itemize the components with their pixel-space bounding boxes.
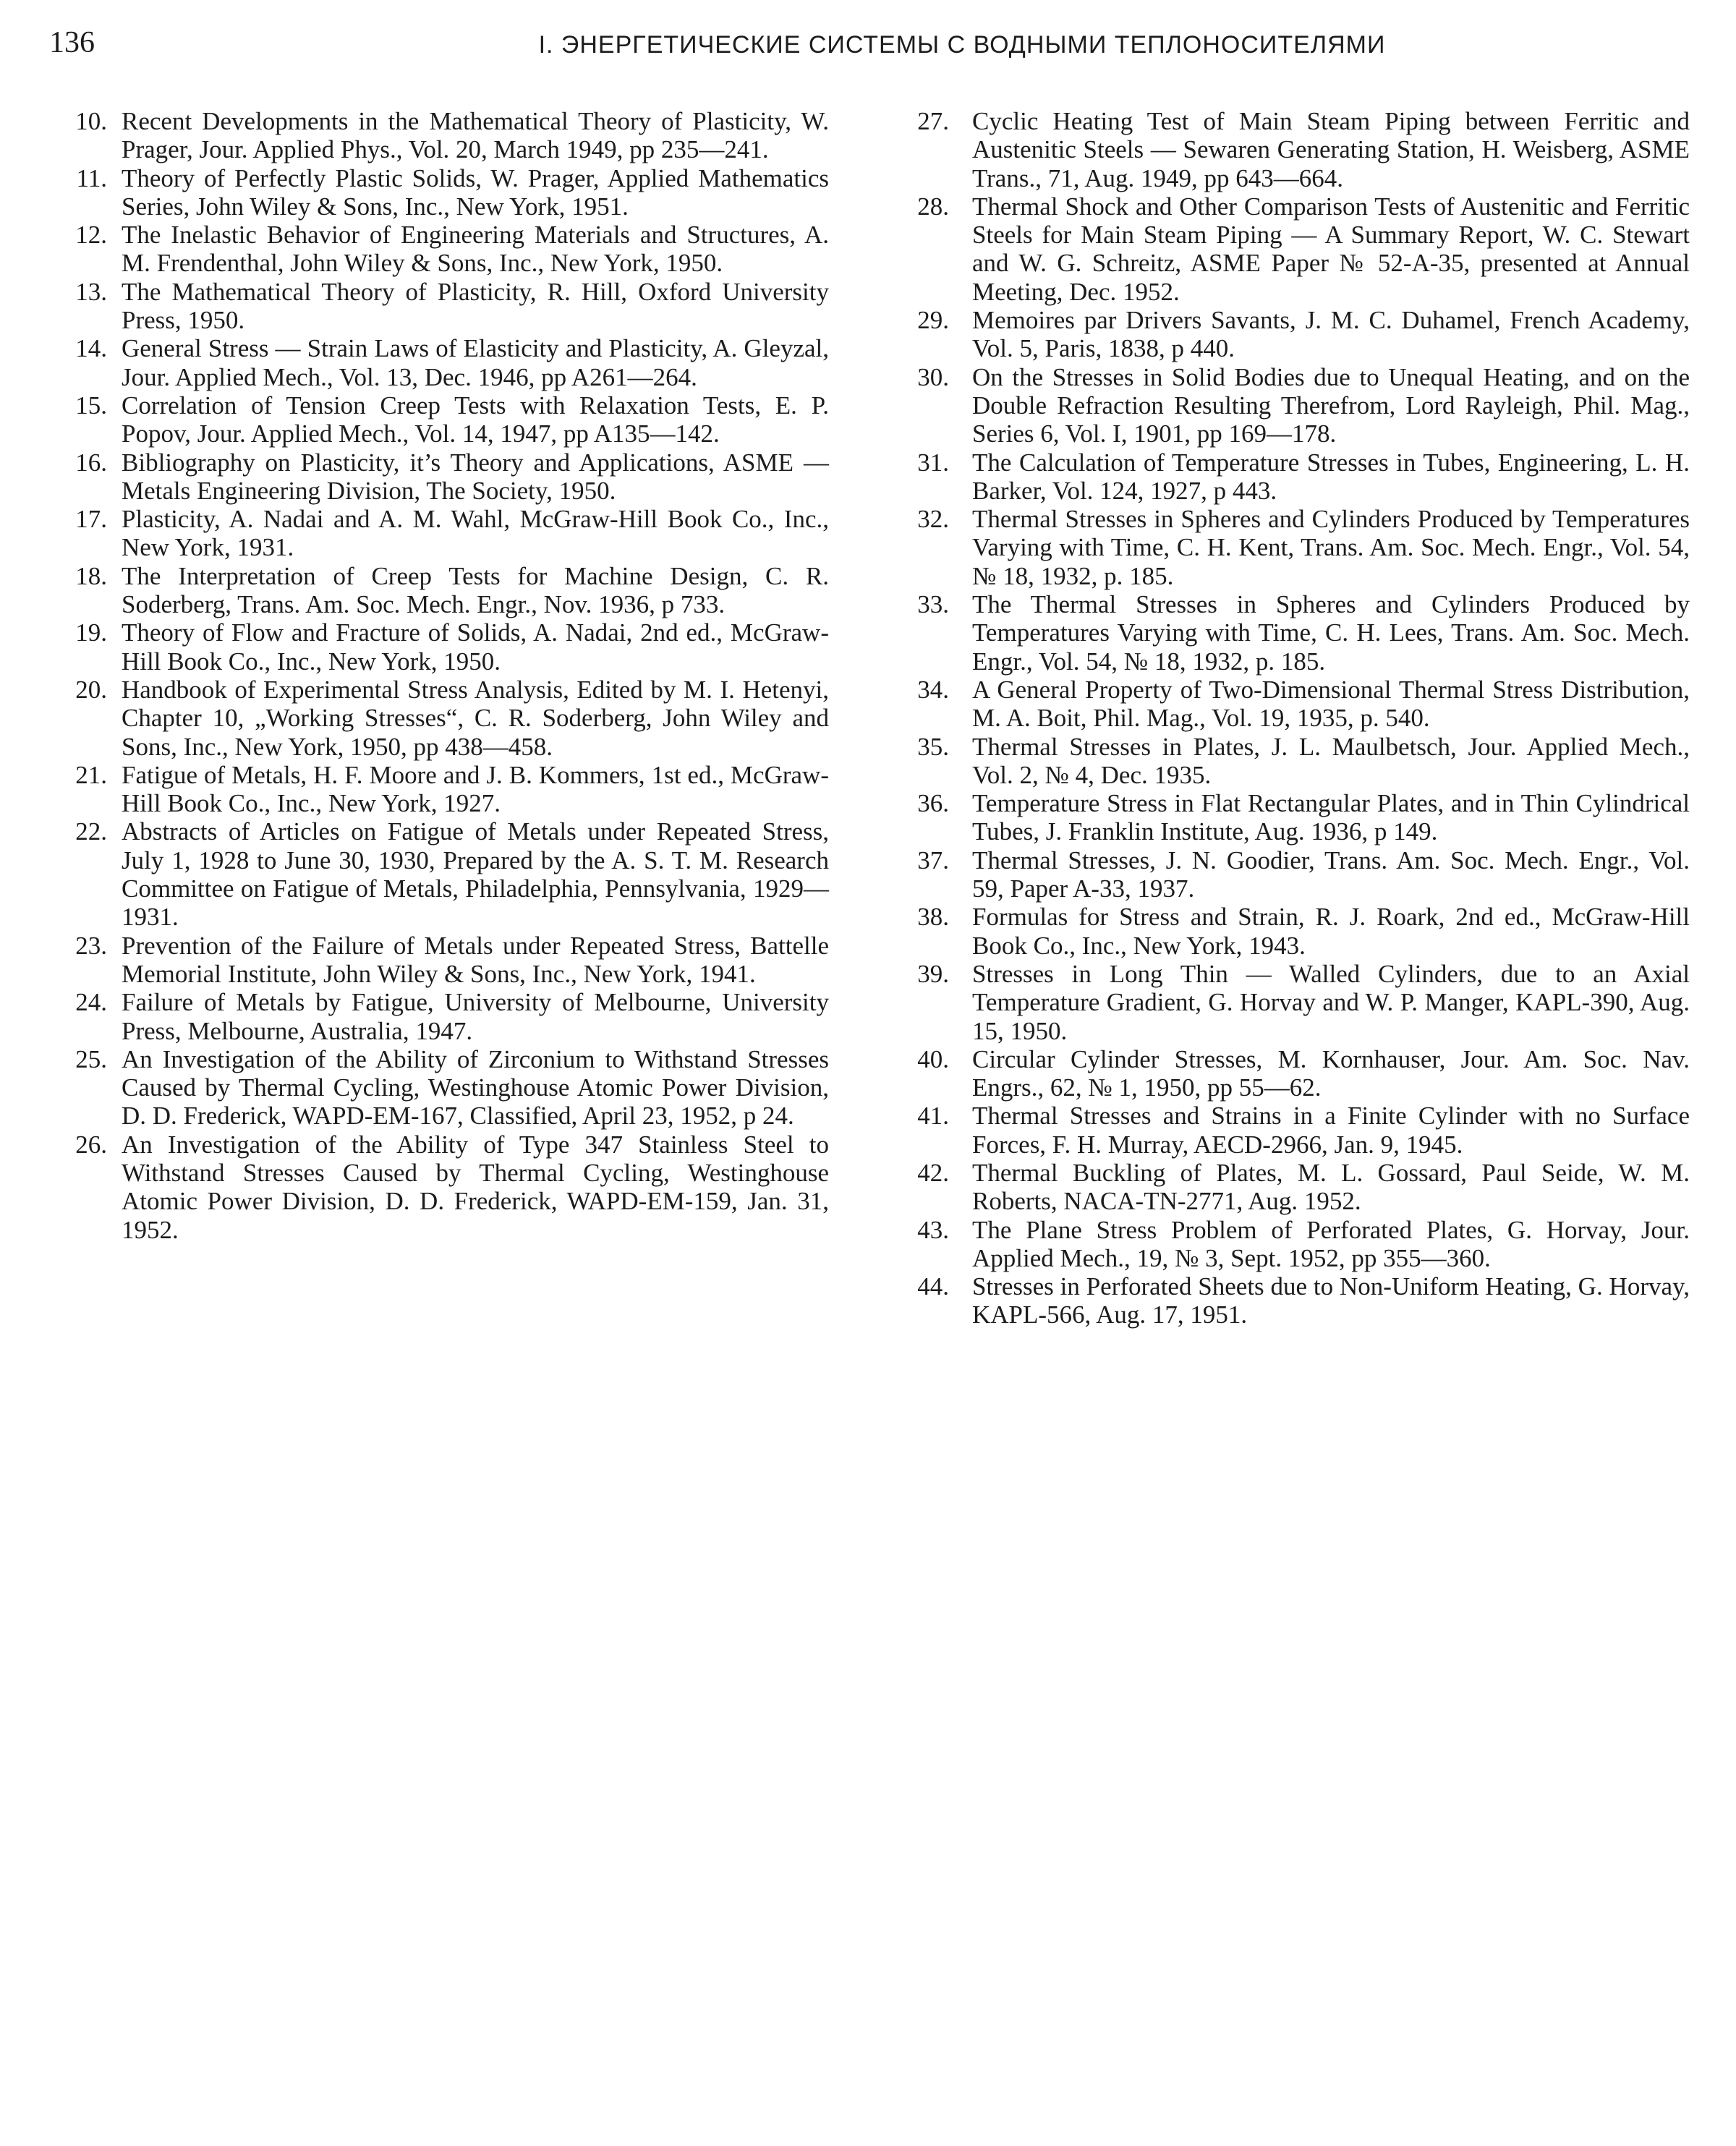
reference-item bbox=[43, 1045, 829, 1131]
reference-text: The Interpretation of Creep Tests for Machine Design, C. R. Soderberg, Trans. Am. Soc. Mech. Engr., Nov. 1936, p 733. bbox=[122, 561, 829, 619]
reference-text: Stresses in Long Thin — Walled Cylinders, due to an Axial Temperature Gradient, G. Horvay and W. P. Manger, KAPL-390, Aug. 15, 1950. bbox=[972, 959, 1690, 1045]
reference-item bbox=[913, 733, 1690, 790]
reference-item bbox=[913, 903, 1690, 960]
reference-item bbox=[913, 1159, 1690, 1216]
reference-text: Bibliography on Plasticity, it’s Theory and Applications, ASME — Metals Engineering Division, The Society, 1950. bbox=[122, 448, 829, 505]
reference-number: 26. bbox=[75, 1130, 107, 1159]
reference-text: Formulas for Stress and Strain, R. J. Roark, 2nd ed., McGraw-Hill Book Co., Inc., New York, 1943. bbox=[972, 903, 1690, 960]
reference-item bbox=[43, 562, 829, 619]
reference-item bbox=[43, 278, 829, 335]
reference-number: 31. bbox=[917, 448, 949, 477]
reference-number: 43. bbox=[917, 1215, 949, 1244]
reference-text: Thermal Shock and Other Comparison Tests of Austenitic and Ferritic Steels for Main Steam Piping — A Summary Report, W. C. Stewart and W. G. Schreitz, ASME Paper № 52-A-35, presented at Annual Meeting, Dec. 1952. bbox=[972, 192, 1690, 306]
reference-number: 32. bbox=[917, 505, 949, 534]
reference-text: Fatigue of Metals, H. F. Moore and J. B. Kommers, 1st ed., McGraw-Hill Book Co., Inc., New York, 1927. bbox=[122, 760, 829, 818]
reference-number: 25. bbox=[75, 1044, 107, 1073]
reference-item bbox=[43, 932, 829, 989]
reference-item bbox=[913, 1216, 1690, 1273]
reference-number: 34. bbox=[917, 675, 949, 704]
reference-number: 18. bbox=[75, 561, 107, 590]
reference-number: 19. bbox=[75, 618, 107, 647]
reference-text: Thermal Buckling of Plates, M. L. Gossard, Paul Seide, W. M. Roberts, NACA-TN-2771, Aug. 1952. bbox=[972, 1158, 1690, 1216]
reference-item bbox=[43, 1131, 829, 1244]
reference-text: Cyclic Heating Test of Main Steam Piping between Ferritic and Austenitic Steels — Sewaren Generating Station, H. Weisberg, ASME Trans., 71, Aug. 1949, pp 643—664. bbox=[972, 107, 1690, 192]
reference-item bbox=[913, 1045, 1690, 1102]
reference-number: 37. bbox=[917, 846, 949, 874]
reference-number: 14. bbox=[75, 334, 107, 363]
reference-number: 12. bbox=[75, 221, 107, 250]
reference-text: Stresses in Perforated Sheets due to Non-Uniform Heating, G. Horvay, KAPL-566, Aug. 17, 1951. bbox=[972, 1272, 1690, 1329]
reference-item bbox=[913, 448, 1690, 506]
reference-number: 27. bbox=[917, 107, 949, 135]
reference-item bbox=[913, 960, 1690, 1045]
reference-number: 35. bbox=[917, 732, 949, 761]
reference-item bbox=[913, 846, 1690, 903]
reference-text: Theory of Perfectly Plastic Solids, W. Prager, Applied Mathematics Series, John Wiley & Sons, Inc., New York, 1951. bbox=[122, 163, 829, 221]
reference-text: Thermal Stresses in Plates, J. L. Maulbetsch, Jour. Applied Mech., Vol. 2, № 4, Dec. 1935. bbox=[972, 732, 1690, 789]
reference-number: 15. bbox=[75, 391, 107, 420]
reference-item bbox=[913, 107, 1690, 192]
reference-text: Correlation of Tension Creep Tests with Relaxation Tests, E. P. Popov, Jour. Applied Mech., Vol. 14, 1947, pp A135—142. bbox=[122, 391, 829, 448]
reference-number: 29. bbox=[917, 306, 949, 335]
reference-item bbox=[43, 164, 829, 221]
reference-number: 30. bbox=[917, 362, 949, 391]
reference-text: On the Stresses in Solid Bodies due to Unequal Heating, and on the Double Refraction Resulting Therefrom, Lord Rayleigh, Phil. Mag., Series 6, Vol. I, 1901, pp 169—178. bbox=[972, 362, 1690, 448]
reference-item bbox=[43, 107, 829, 164]
reference-text: The Inelastic Behavior of Engineering Materials and Structures, A. M. Frendenthal, John Wiley & Sons, Inc., New York, 1950. bbox=[122, 221, 829, 278]
reference-text: A General Property of Two-Dimensional Thermal Stress Distribution, M. A. Boit, Phil. Mag., Vol. 19, 1935, p. 540. bbox=[972, 675, 1690, 733]
reference-text: Thermal Stresses, J. N. Goodier, Trans. Am. Soc. Mech. Engr., Vol. 59, Paper A-33, 1937. bbox=[972, 846, 1690, 903]
reference-text: Prevention of the Failure of Metals under Repeated Stress, Battelle Memorial Institute, John Wiley & Sons, Inc., New York, 1941. bbox=[122, 931, 829, 988]
reference-text: Failure of Metals by Fatigue, University of Melbourne, University Press, Melbourne, Australia, 1947. bbox=[122, 988, 829, 1045]
reference-number: 33. bbox=[917, 590, 949, 619]
reference-number: 21. bbox=[75, 760, 107, 789]
reference-number: 23. bbox=[75, 931, 107, 960]
references-column-right bbox=[913, 107, 1690, 1329]
reference-item bbox=[913, 1272, 1690, 1329]
reference-text: Thermal Stresses in Spheres and Cylinders Produced by Temperatures Varying with Time, C. H. Kent, Trans. Am. Soc. Mech. Engr., Vol. 54, № 18, 1932, p. 185. bbox=[972, 505, 1690, 590]
reference-number: 28. bbox=[917, 192, 949, 221]
running-title: I. ЭНЕРГЕТИЧЕСКИЕ СИСТЕМЫ С ВОДНЫМИ ТЕПЛОНОСИТЕЛЯМИ bbox=[538, 31, 1386, 59]
reference-item bbox=[43, 761, 829, 818]
reference-number: 41. bbox=[917, 1102, 949, 1131]
reference-number: 24. bbox=[75, 988, 107, 1017]
reference-item bbox=[913, 192, 1690, 306]
reference-item bbox=[43, 448, 829, 506]
reference-text: Memoires par Drivers Savants, J. M. C. Duhamel, French Academy, Vol. 5, Paris, 1838, p 440. bbox=[972, 306, 1690, 363]
reference-item bbox=[913, 1102, 1690, 1159]
reference-item bbox=[913, 590, 1690, 676]
reference-number: 17. bbox=[75, 505, 107, 534]
reference-number: 20. bbox=[75, 675, 107, 704]
reference-text: The Mathematical Theory of Plasticity, R. Hill, Oxford University Press, 1950. bbox=[122, 277, 829, 335]
reference-text: Thermal Stresses and Strains in a Finite Cylinder with no Surface Forces, F. H. Murray, AECD-2966, Jan. 9, 1945. bbox=[972, 1102, 1690, 1159]
reference-text: Circular Cylinder Stresses, M. Kornhauser, Jour. Am. Soc. Nav. Engrs., 62, № 1, 1950, pp 55—62. bbox=[972, 1044, 1690, 1102]
reference-number: 11. bbox=[76, 163, 107, 192]
reference-item bbox=[913, 363, 1690, 448]
reference-number: 40. bbox=[917, 1044, 949, 1073]
reference-text: Theory of Flow and Fracture of Solids, A. Nadai, 2nd ed., McGraw-Hill Book Co., Inc., New York, 1950. bbox=[122, 618, 829, 676]
reference-number: 10. bbox=[75, 107, 107, 135]
reference-text: Plasticity, A. Nadai and A. M. Wahl, McGraw-Hill Book Co., Inc., New York, 1931. bbox=[122, 505, 829, 562]
reference-text: The Thermal Stresses in Spheres and Cylinders Produced by Temperatures Varying with Time, C. H. Lees, Trans. Am. Soc. Mech. Engr., Vol. 54, № 18, 1932, p. 185. bbox=[972, 590, 1690, 676]
reference-text: Recent Developments in the Mathematical Theory of Plasticity, W. Prager, Jour. Applied Phys., Vol. 20, March 1949, pp 235—241. bbox=[122, 107, 829, 164]
reference-item bbox=[43, 391, 829, 448]
reference-item bbox=[43, 676, 829, 761]
reference-number: 13. bbox=[75, 277, 107, 306]
reference-item bbox=[913, 789, 1690, 846]
reference-number: 22. bbox=[75, 817, 107, 846]
reference-item bbox=[43, 505, 829, 562]
reference-number: 16. bbox=[75, 448, 107, 477]
reference-item bbox=[43, 618, 829, 676]
reference-number: 38. bbox=[917, 903, 949, 932]
reference-item bbox=[43, 817, 829, 931]
reference-text: The Calculation of Temperature Stresses in Tubes, Engineering, L. H. Barker, Vol. 124, 1927, p 443. bbox=[972, 448, 1690, 505]
reference-item bbox=[43, 988, 829, 1045]
reference-item bbox=[913, 306, 1690, 363]
reference-text: General Stress — Strain Laws of Elasticity and Plasticity, A. Gleyzal, Jour. Applied Mech., Vol. 13, Dec. 1946, pp A261—264. bbox=[122, 334, 829, 391]
reference-number: 44. bbox=[917, 1272, 949, 1301]
reference-item bbox=[913, 505, 1690, 590]
reference-text: Abstracts of Articles on Fatigue of Metals under Repeated Stress, July 1, 1928 to June 30, 1930, Prepared by the A. S. T. M. Research Committee on Fatigue of Metals, Philadelphia, Pennsylvania, 1929—1931. bbox=[122, 817, 829, 932]
reference-text: An Investigation of the Ability of Zirconium to Withstand Stresses Caused by Thermal Cycling, Westinghouse Atomic Power Division, D. D. Frederick, WAPD-EM-167, Classified, April 23, 1952, p 24. bbox=[122, 1044, 829, 1131]
reference-text: Temperature Stress in Flat Rectangular Plates, and in Thin Cylindrical Tubes, J. Franklin Institute, Aug. 1936, p 149. bbox=[972, 789, 1690, 846]
reference-number: 39. bbox=[917, 959, 949, 988]
reference-number: 36. bbox=[917, 789, 949, 818]
reference-text: Handbook of Experimental Stress Analysis, Edited by M. I. Hetenyi, Chapter 10, „Working Stresses“, C. R. Soderberg, John Wiley and Sons, Inc., New York, 1950, pp 438—458. bbox=[122, 675, 829, 761]
reference-item bbox=[913, 676, 1690, 733]
reference-item bbox=[43, 221, 829, 278]
reference-item bbox=[43, 334, 829, 391]
reference-text: An Investigation of the Ability of Type 347 Stainless Steel to Withstand Stresses Caused by Thermal Cycling, Westinghouse Atomic Power Division, D. D. Frederick, WAPD-EM-159, Jan. 31, 1952. bbox=[122, 1130, 829, 1244]
references-column-left bbox=[43, 107, 829, 1244]
reference-text: The Plane Stress Problem of Perforated Plates, G. Horvay, Jour. Applied Mech., 19, № 3, Sept. 1952, pp 355—360. bbox=[972, 1215, 1690, 1272]
page-number: 136 bbox=[49, 26, 95, 59]
reference-number: 42. bbox=[917, 1158, 949, 1187]
